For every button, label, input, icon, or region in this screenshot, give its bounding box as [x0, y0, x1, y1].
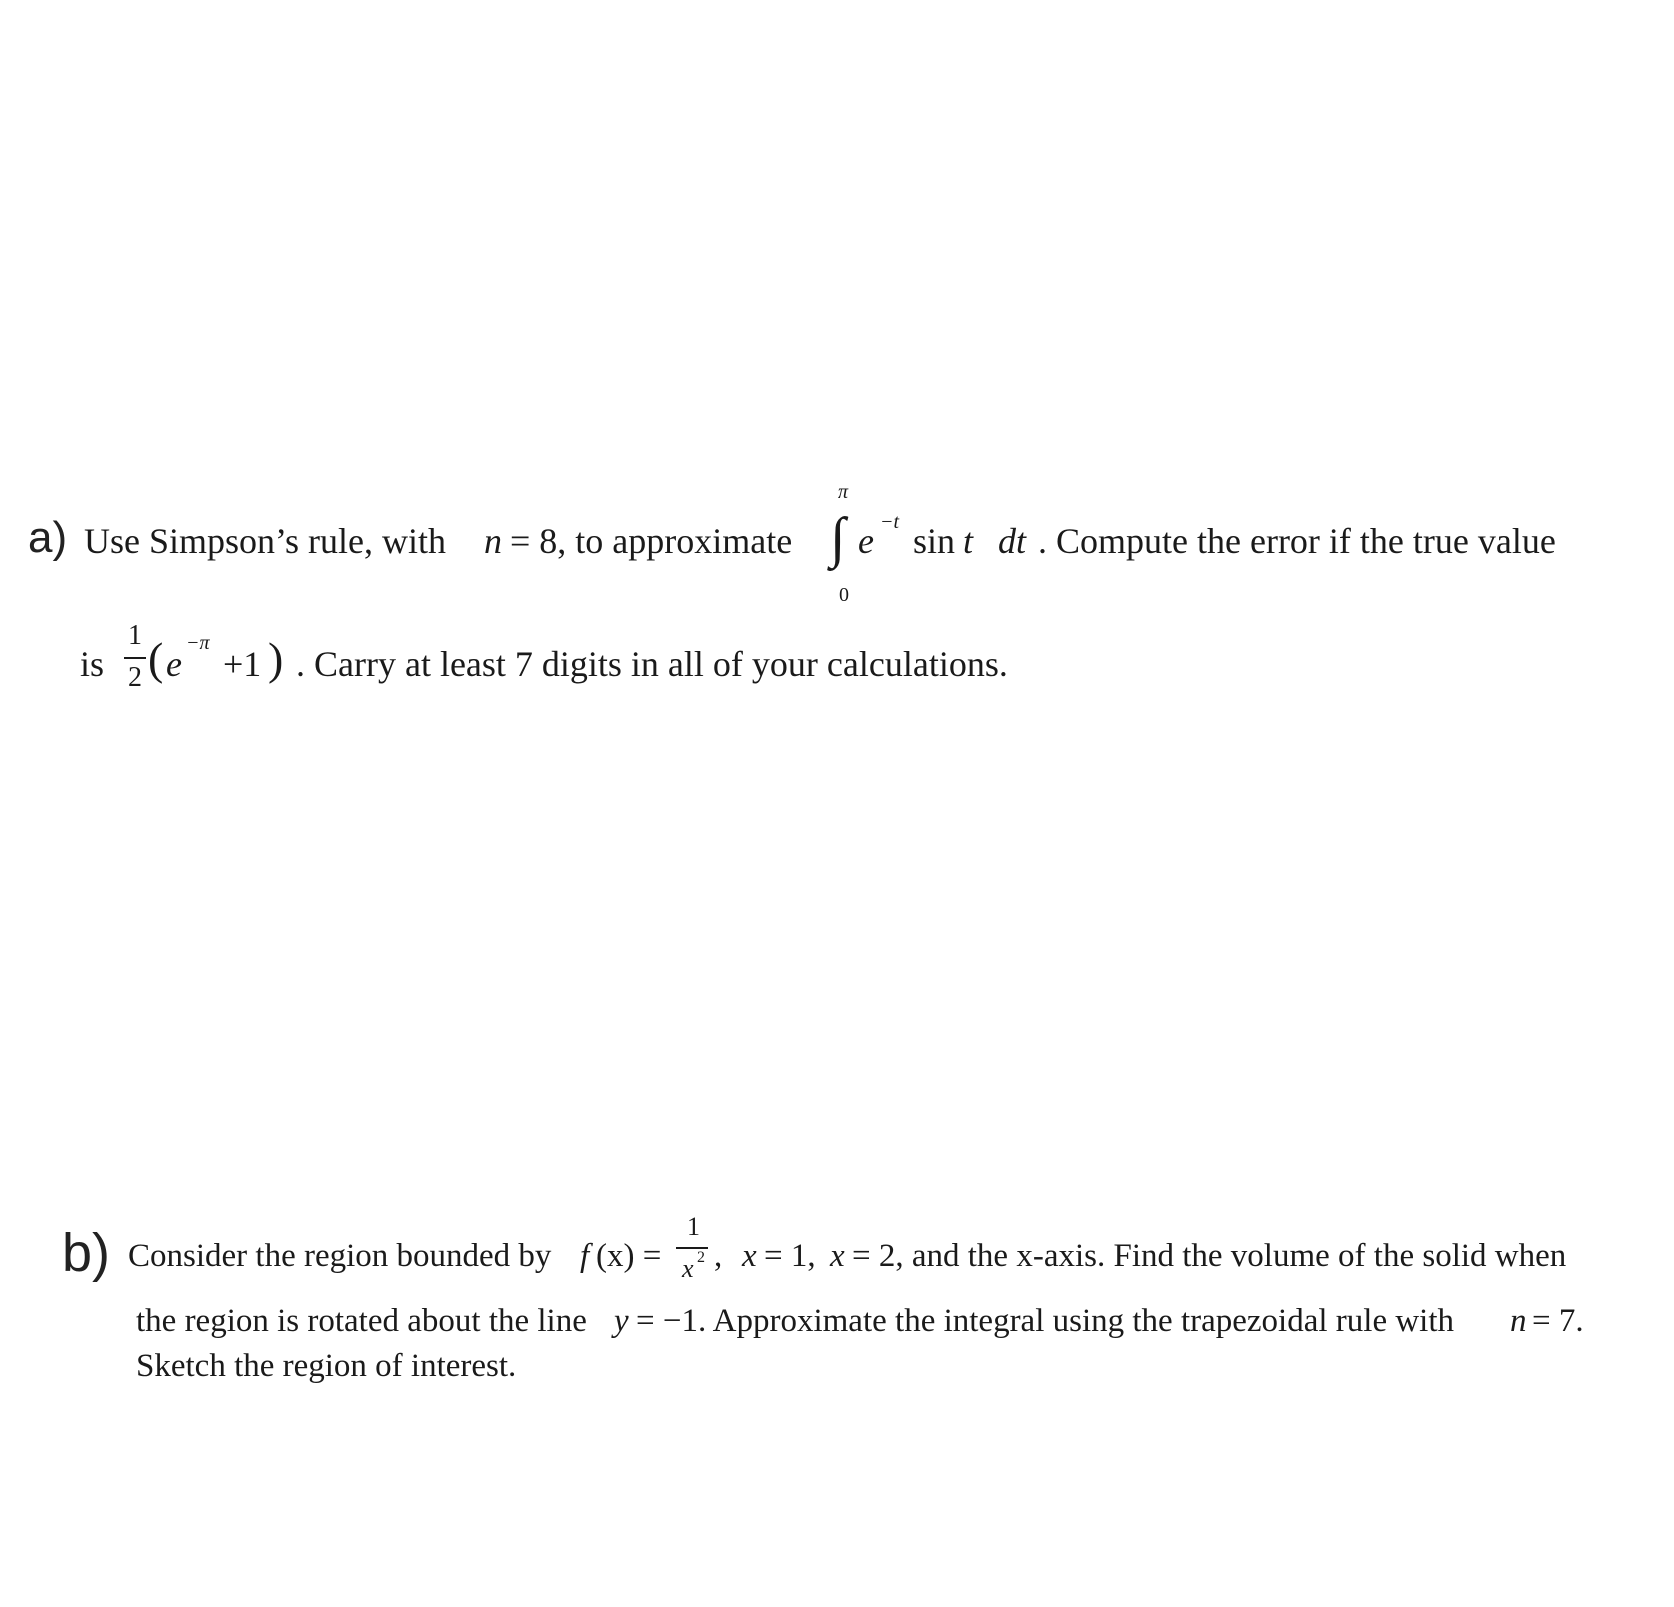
- func-arg: (x) =: [596, 1238, 662, 1274]
- var-x-2: x: [830, 1238, 845, 1274]
- part-b-text-1: Consider the region bounded by: [128, 1238, 552, 1274]
- comma: ,: [714, 1238, 723, 1274]
- part-b-text-2: the region is rotated about the line: [136, 1303, 587, 1339]
- y-equals-text: = −1. Approximate the integral using the trapezoidal rule with: [636, 1303, 1455, 1339]
- part-b-label: b): [62, 1223, 111, 1283]
- func-denominator: x: [682, 1254, 694, 1283]
- part-a-text-4: . Carry at least 7 digits in all of your calculations.: [296, 644, 1008, 684]
- sin-function: sin: [913, 521, 956, 561]
- fraction-denominator: 2: [128, 662, 142, 693]
- part-b-text-3: Sketch the region of interest.: [136, 1348, 517, 1384]
- n-equals-7: = 7.: [1532, 1303, 1584, 1339]
- fraction-numerator: 1: [128, 620, 142, 651]
- part-a-text-3: . Compute the error if the true value: [1038, 521, 1556, 561]
- integral-sign: ∫: [830, 507, 846, 569]
- part-a-label: a): [28, 513, 68, 562]
- var-n-2: n: [1510, 1303, 1527, 1339]
- x-equals-1: = 1,: [764, 1238, 816, 1274]
- fraction-bar: [124, 657, 146, 659]
- part-a-is: is: [80, 644, 105, 684]
- exponent-neg-t: −t: [880, 511, 900, 533]
- var-t: t: [963, 521, 974, 561]
- close-paren: ): [268, 633, 284, 684]
- func-numerator: 1: [687, 1212, 700, 1241]
- base-e-2: e: [166, 644, 182, 684]
- integral-lower-limit: 0: [839, 584, 849, 606]
- var-y: y: [614, 1303, 629, 1339]
- func-f: f: [580, 1238, 590, 1274]
- var-n: n: [484, 521, 502, 561]
- part-a-text-1: Use Simpson’s rule, with: [84, 521, 447, 561]
- plus-one: +1: [223, 644, 262, 684]
- open-paren: (: [148, 633, 164, 684]
- integral-upper-limit: π: [838, 481, 849, 503]
- x-equals-2-text: = 2, and the x-axis. Find the volume of the solid when: [852, 1238, 1567, 1274]
- exponent-neg-pi: −π: [186, 632, 210, 654]
- differential-dt: dt: [998, 521, 1027, 561]
- part-a-text-2: = 8, to approximate: [510, 521, 793, 561]
- var-x-1: x: [742, 1238, 757, 1274]
- func-denominator-exponent: 2: [697, 1249, 705, 1266]
- base-e: e: [858, 521, 874, 561]
